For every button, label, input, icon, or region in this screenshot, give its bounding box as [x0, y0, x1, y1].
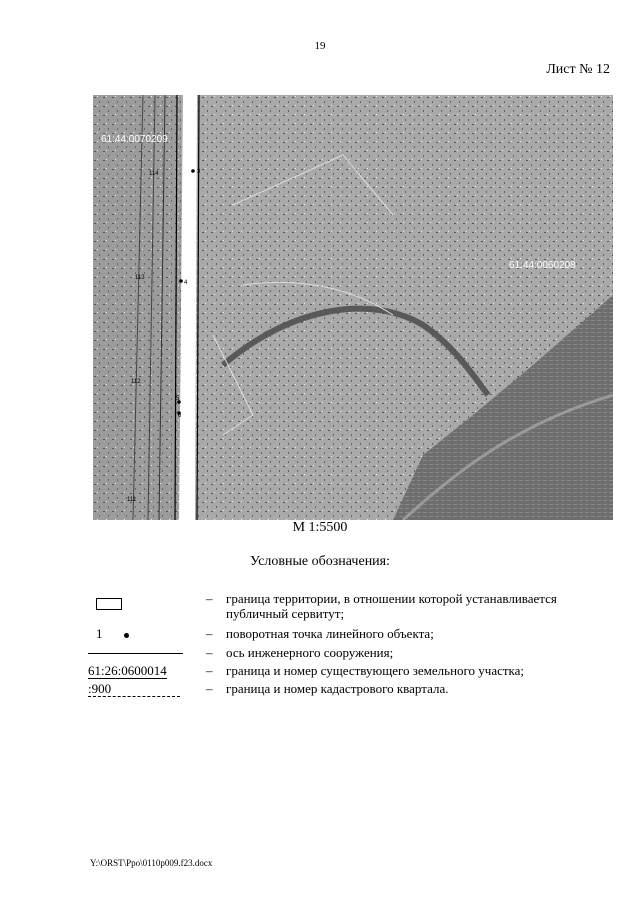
point-dot-icon — [124, 633, 129, 638]
map-scale: М 1:5500 — [292, 520, 348, 535]
point-label-5: 5 — [176, 396, 180, 402]
point-label-6: 6 — [178, 413, 182, 419]
turning-point-symbol — [88, 626, 188, 641]
cadastral-map — [93, 95, 613, 520]
legend-dash: – — [206, 663, 213, 678]
legend-text-axis: ось инженерного сооружения; — [226, 645, 394, 660]
legend-title: Условные обозначения: — [249, 554, 391, 569]
legend-item-servitude — [88, 591, 618, 623]
parcel-label-left: 61:44:0070209 — [101, 134, 168, 145]
sheet-label: Лист № 12 — [546, 62, 610, 77]
footer-file-path: Y:\ORST\Ppo\0110p009.f23.docx — [90, 858, 213, 868]
servitude-boundary-symbol — [88, 598, 188, 610]
legend-dash: – — [206, 591, 213, 606]
legend-dash: – — [206, 681, 213, 696]
legend-text-turning-point: поворотная точка линейного объекта; — [226, 626, 434, 641]
legend-dash: – — [206, 645, 213, 660]
quarter-number-example: :900 — [88, 681, 180, 697]
parcel-symbol — [88, 663, 188, 678]
parcel-label-right: 61:44:0060208 — [509, 260, 576, 271]
map-image — [93, 95, 613, 520]
cad-point-111: 111 — [127, 497, 137, 503]
turning-point-number: 1 — [96, 626, 103, 641]
point-label-3: 3 — [197, 169, 201, 175]
legend-text-servitude: граница территории, в отношении которой устанавливается публичный сервитут; — [226, 591, 557, 621]
cad-point-113: 113 — [135, 275, 145, 281]
page-number: 19 — [314, 40, 326, 52]
legend-text-quarter: граница и номер кадастрового квартала. — [226, 681, 449, 696]
quarter-symbol — [88, 681, 188, 697]
cad-point-114: 114 — [149, 171, 159, 177]
axis-line-symbol — [88, 653, 188, 654]
point-label-4: 4 — [184, 280, 188, 286]
parcel-number-example: 61:26:0600014 — [88, 663, 167, 678]
legend-dash: – — [206, 626, 213, 641]
legend-text-parcel: граница и номер существующего земельного участка; — [226, 663, 525, 678]
cad-point-112: 112 — [131, 379, 141, 385]
